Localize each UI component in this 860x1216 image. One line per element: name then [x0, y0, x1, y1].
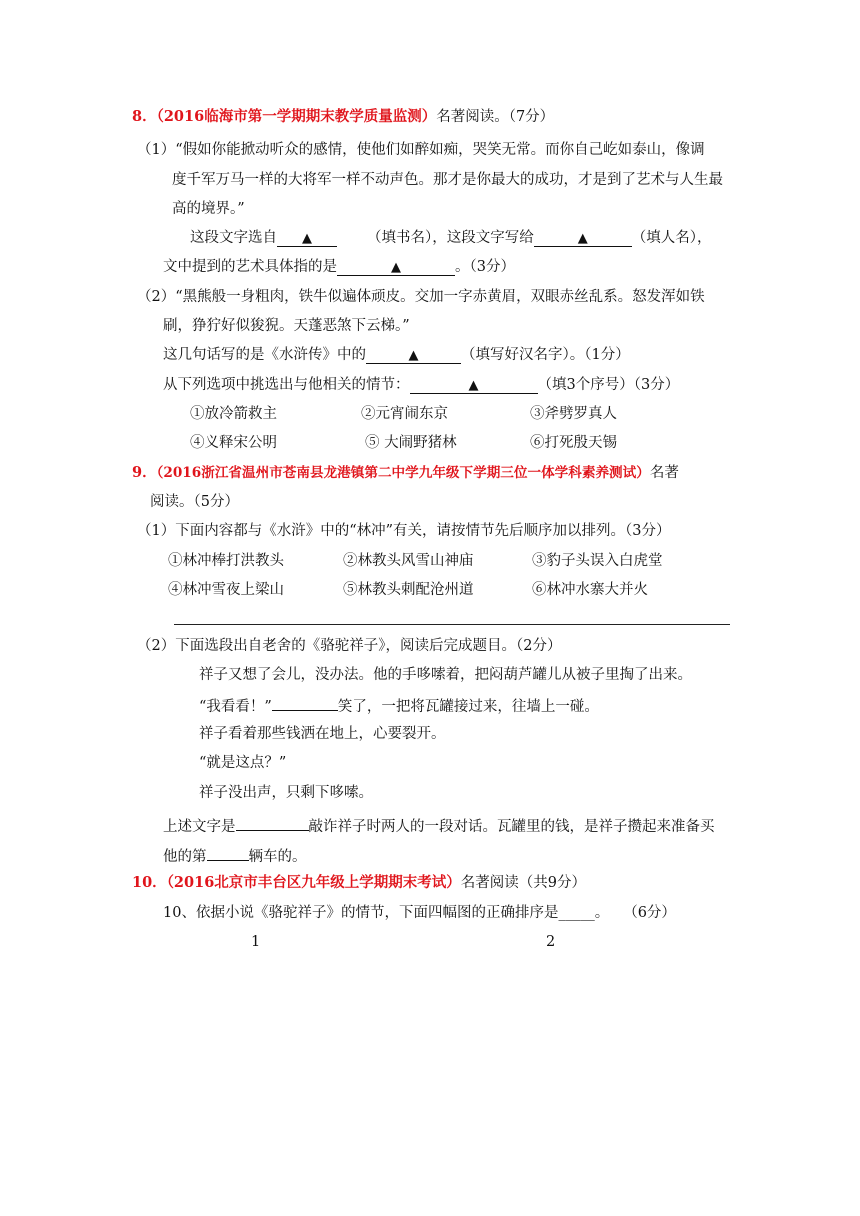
q9-option: ①林冲棒打洪教头 — [168, 553, 284, 569]
answer-blank-number[interactable] — [207, 844, 249, 861]
answer-blank-extortioner[interactable] — [236, 814, 309, 831]
q9-title-b: 阅读。（5分） — [150, 494, 239, 510]
q9-heading — [132, 463, 679, 483]
q8-p1-qa: 这段文字选自 — [190, 230, 277, 246]
figure-label-1: 1 — [251, 934, 261, 950]
triangle-icon: ▲ — [577, 231, 588, 246]
q9-p2: （2）下面选段出自老舍的《骆驼祥子》，阅读后完成题目。（2分） — [137, 638, 562, 654]
q9-option: ⑤林教头刺配沧州道 — [343, 582, 474, 598]
q9-source: （2016浙江省温州市苍南县龙港镇第二中学九年级下学期三位一体学科素养测试） — [156, 465, 650, 481]
q8-number: 8． — [132, 108, 157, 125]
q8-heading — [132, 107, 554, 127]
q10-title: 名著阅读（共9分） — [460, 875, 587, 891]
q9-title-a: 名著 — [649, 465, 679, 481]
q8-option: ⑤ 大闹野猪林 — [365, 435, 457, 451]
q8-p1-line3: 高的境界。” — [172, 201, 245, 217]
q8-option: ①放冷箭救主 — [190, 406, 277, 422]
q8-p1-line1: （1）“假如你能掀动听众的感情，使他们如醉如痴，哭笑无常。而你自己屹如泰山，像调 — [137, 142, 705, 158]
q8-option: ③斧劈罗真人 — [530, 406, 617, 422]
answer-line[interactable] — [174, 624, 730, 625]
q9-passage-line: 祥子看着那些钱洒在地上，心要裂开。 — [199, 726, 446, 742]
answer-blank-plots[interactable] — [410, 377, 538, 394]
q9-number: 9． — [132, 464, 157, 481]
answer-blank-art[interactable] — [337, 259, 455, 276]
q8-p2-q1a: 这几句话写的是《水浒传》中的 — [163, 347, 366, 363]
q8-p2-question1 — [163, 345, 630, 365]
q10-question — [163, 903, 676, 923]
q10-score: （6分） — [623, 905, 676, 921]
q8-p2-line1: （2）“黑熊般一身粗肉，铁牛似遍体顽皮。交加一字赤黄眉，双眼赤丝乱系。怒发浑如铁 — [137, 289, 705, 305]
triangle-icon: ▲ — [408, 348, 419, 363]
q8-p1-qc: （填人名）， — [631, 230, 712, 246]
q8-p1-question — [190, 228, 712, 248]
q9-passage-line: “就是这点？” — [199, 755, 287, 771]
q8-option: ⑥打死殷天锡 — [530, 435, 617, 451]
q10-number: 10． — [132, 874, 167, 891]
q8-p1-q2a: 文中提到的艺术具体指的是 — [163, 259, 337, 275]
q8-option: ②元宵闹东京 — [361, 406, 448, 422]
q9-option: ⑥林冲水寨大并火 — [532, 582, 648, 598]
q9-qb: 敲诈祥子时两人的一段对话。瓦罐里的钱，是祥子攒起来准备买 — [308, 819, 715, 835]
q8-p1-q2b: 。（3分） — [455, 259, 515, 275]
q8-p2-q2a: 从下列选项中挑选出与他相关的情节： — [163, 377, 410, 393]
q8-p2-line2: 刷，狰狞好似狻猊。天蓬恶煞下云梯。” — [163, 318, 410, 334]
q9-option: ②林教头风雪山神庙 — [343, 553, 474, 569]
q10-question-text: 10、依据小说《骆驼祥子》的情节，下面四幅图的正确排序是_____。 — [163, 905, 610, 921]
q9-qd: 辆车的。 — [248, 849, 307, 865]
q9-option: ④林冲雪夜上梁山 — [168, 582, 284, 598]
q9-question-line2 — [163, 844, 307, 867]
triangle-icon: ▲ — [468, 378, 479, 393]
q9-qa: 上述文字是 — [163, 819, 236, 835]
triangle-icon: ▲ — [302, 231, 312, 246]
q8-p2-question2 — [163, 375, 679, 395]
q8-p2-q2b: （填3个序号）（3分） — [537, 377, 680, 393]
q8-p2-q1b: （填写好汉名字）。（1分） — [461, 347, 630, 363]
triangle-icon: ▲ — [391, 260, 401, 275]
q10-heading — [132, 873, 586, 893]
q9-passage-line: 祥子又想了会儿，没办法。他的手哆嗦着，把闷葫芦罐儿从被子里掏了出来。 — [199, 667, 692, 683]
answer-blank-person[interactable] — [534, 230, 632, 247]
q8-option: ④义释宋公明 — [190, 435, 277, 451]
q9-p1: （1）下面内容都与《水浒》中的“林冲”有关，请按情节先后顺序加以排列。（3分） — [137, 523, 671, 539]
q9-pass2b: 笑了，一把将瓦罐接过来，往墙上一碰。 — [337, 699, 599, 715]
q10-source: （2016北京市丰台区九年级上学期期末考试） — [166, 874, 461, 891]
q8-source: （2016临海市第一学期期末教学质量监测） — [156, 108, 437, 125]
figure-label-2: 2 — [546, 934, 556, 950]
answer-blank-book[interactable] — [277, 230, 337, 247]
q9-passage-line: 祥子没出声，只剩下哆嗦。 — [199, 785, 373, 801]
q9-pass2a: “我看看！” — [199, 699, 272, 715]
answer-blank-speaker[interactable] — [272, 694, 338, 711]
answer-blank-hero[interactable] — [366, 347, 461, 364]
q9-passage-line — [199, 694, 599, 717]
q8-p1-qb: （填书名），这段文字写给 — [367, 230, 534, 246]
q8-title: 名著阅读。（7分） — [436, 109, 555, 125]
q9-question-line1 — [163, 814, 715, 837]
q8-p1-line2: 度千军万马一样的大将军一样不动声色。那才是你最大的成功，才是到了艺术与人生最 — [172, 172, 723, 188]
q9-option: ③豹子头误入白虎堂 — [532, 553, 663, 569]
q8-p1-question2 — [163, 257, 515, 277]
q9-qc: 他的第 — [163, 849, 207, 865]
